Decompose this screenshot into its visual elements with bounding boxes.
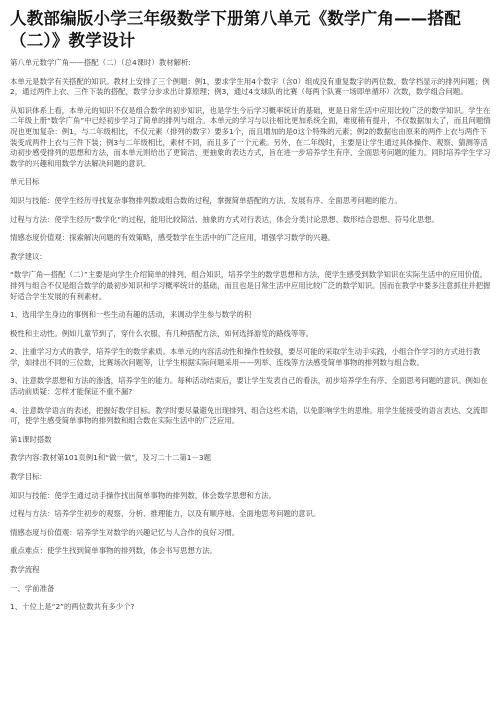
document-title: 人教部编版小学三年级数学下册第八单元《数学广角——搭配（二）》教学设计 xyxy=(10,9,461,50)
paragraph-lesson-goal-knowledge: 知识与技能：使学生通过动手操作找出简单事物的排列数，体会数学思想和方法。 xyxy=(10,490,277,500)
paragraph-suggestion-2: 2、注重学习方式的教学，培养学生的数学素质。本单元的内容活动性和操作性较强，要尽可能的采取学生动手实践，小组合作学习的方式进行教学，如排出不同的三位数，比赛场次问题等，让学生根据实际问题采用——列举、连线等方法感受简单事物的排列数与组合数。 xyxy=(10,347,481,367)
section-heading-teaching-suggestions: 教学建议: xyxy=(10,251,43,261)
paragraph-suggestion-1: 1、选用学生身边的事例和一些生动有趣的活动，来调动学生参与数学的积 xyxy=(10,310,252,320)
paragraph-suggestion-4: 4、注意数学语言的表述，把握好数学目标。教学时要尽量避免出现排列、组合这些术语，以免影响学生的思维。用学生能接受的语言表达、交流即可，使学生感受简单事物的排列数和组合数在实际生活中的广泛应用。 xyxy=(10,405,488,426)
section-heading-unit-goals: 单元目标 xyxy=(10,177,40,187)
section-heading-lesson-1: 第1课时搭数 xyxy=(10,434,52,444)
document-body xyxy=(10,58,492,613)
section-heading-teaching-process: 教学流程 xyxy=(10,565,40,574)
paragraph-goal-process-methods: 过程与方法：使学生经历“数学化”的过程，能用比较简洁、抽象的方式对行表达，体会分类讨论思想、数形结合思想、符号化思想。 xyxy=(10,214,439,224)
paragraph-lesson-goal-emotion: 情感态度与价值观：培养学生对数学的兴趣记忆与人合作的良好习惯。 xyxy=(10,527,240,537)
paragraph-knowledge-system: 从知识体系上看，本单元的知识不仅是组合数学的初步知识，也是学生今后学习概率统计的基础，更是日常生活中应用比较广泛的数学知识。学生在二年级上册“数学广角”中已经初步学习了简单的排列与组合。本单元的学习与以往相比更加系统全面，难度稍有提升，不仅数据加大了，而且问题情况也更加复杂：例1，与二年级相比，不仅元素（排列的数字）要多1个，而且增加的是0这个特殊的元素；例2的数据也由原来的两件上衣与两件下装变成两件上衣与三件下装；例3与二年级相比，素材不同，而且多了一个元素。另外，在二年级时，主要是让学生通过具体操作、观察、猜测等活动初步感受排列的思想和方法，而本单元则给出了更简洁、更抽象的表达方式，旨在进一步培养学生有序、全面思考问题的能力。同时培养学生学习数学的兴趣和用数学方法解决问题的意识。 xyxy=(10,105,491,168)
paragraph-unit-analysis-heading: 第八单元数学广角——搭配（二）（总4课时）教材解析: xyxy=(10,58,191,67)
paragraph-suggestion-1-continued: 极性和主动性。例如儿童节到了，穿什么衣服，有几种搭配方法，如何选择游览的路线等等。 xyxy=(10,328,314,338)
paragraph-unit-content: 本单元是数学有关搭配的知识。教材上安排了三个例题：例1，要求学生用4个数字（含0）组成没有重复数字的两位数，数学档显示的排列问题；例2，通过两件上衣、三件下装的搭配，数学分步求出计算原理；例3，通过4支球队的比赛（每两个队赛一场即单循环）次数，数学组合问题。 xyxy=(10,76,490,97)
paragraph-key-difficulties: 重点难点：使学生找到简单事物的排列数，体会书写思想方法。 xyxy=(10,546,217,556)
paragraph-goal-knowledge-skills: 知识与技能：使学生经历寻找复杂事物排列数或组合数的过程，掌握简单搭配的方法，发展有序、全面思考问题的能力。 xyxy=(10,195,402,205)
section-heading-lesson-goals: 教学目标: xyxy=(10,472,43,482)
paragraph-suggestion-3: 3、注意数学思想和方法的渗透，培养学生的能力。每种活动结束后，要让学生发表自己的看法，初步培养学生有序、全面思考问题的意识。例如在活动前质疑：怎样才能保证不重不漏? xyxy=(10,376,488,397)
paragraph-lesson-content: 教学内容:教材第101页例1和“做一做”，及习二十二第1－3题 xyxy=(10,453,211,463)
paragraph-question-1: 1、十位上是“2”的两位数共有多少个? xyxy=(10,602,135,612)
paragraph-suggestions-intro: “数学广角—搭配（二）”主要是向学生介绍简单的排列、组合知识，培养学生的数学思想和方法，使学生感受到数学知识在实际生活中的应用价值。排列与组合不仅是组合数学的最初步知识和学习概率统计的基础，而且也是日常生活中应用比较广泛的数学知识。因而在教学中要多注意抓住并把握好适合学生发展的有利素材。 xyxy=(10,270,491,301)
paragraph-lesson-goal-process: 过程与方法：培养学生初步的观察、分析、推理能力，以及有顺序地、全面地思考问题的意识。 xyxy=(10,509,321,519)
section-heading-preparation: 一、学前准备 xyxy=(10,583,55,593)
paragraph-goal-emotion-attitude: 情感态度价值观：探索解决问题的有效策略，感受数学在生活中的广泛应用，增强学习数学的兴趣。 xyxy=(10,233,336,243)
